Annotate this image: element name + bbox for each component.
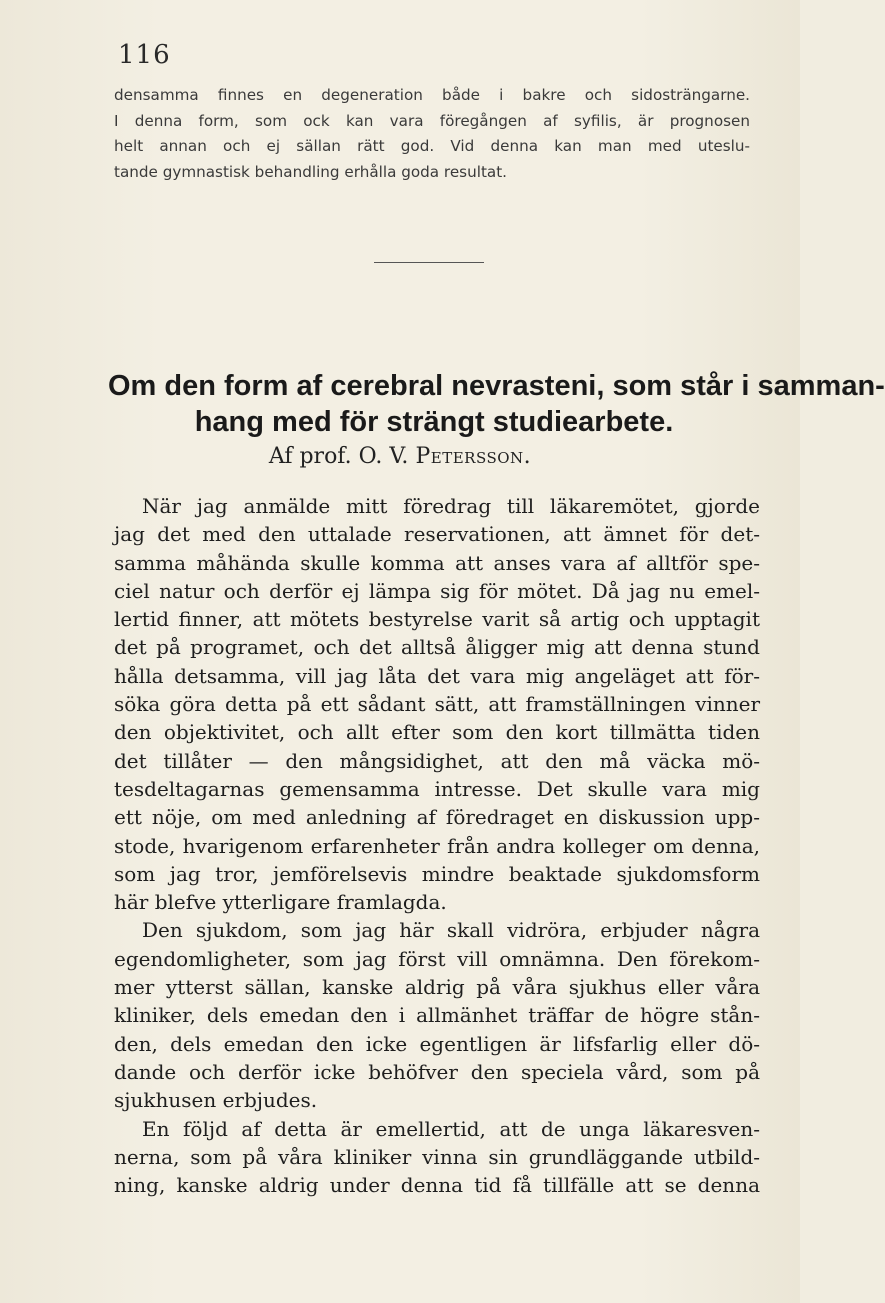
body-line: hålla detsamma, vill jag låta det vara mig angeläget att för-	[114, 663, 760, 688]
title-line: Om den form af cerebral nevrasteni, som står i samman-	[108, 370, 885, 402]
title-line: hang med för strängt studiearbete.	[194, 406, 674, 438]
body-line: sjukhusen erbjudes.	[114, 1088, 318, 1113]
author-prefix: Af prof. O. V.	[268, 444, 409, 469]
body-line: jag det med den uttalade reservationen, att ämnet för det-	[114, 522, 760, 547]
article-author	[0, 444, 800, 469]
section-divider	[374, 262, 484, 263]
body-line: lertid finner, att mötets bestyrelse varit så artig och upptagit	[114, 607, 760, 632]
body-line: den objektivitet, och allt efter som den kort tillmätta tiden	[114, 720, 760, 745]
body-line: När jag anmälde mitt föredrag till läkaremötet, gjorde	[142, 494, 760, 518]
body-line: ning, kanske aldrig under denna tid få tillfälle att se denna	[114, 1173, 760, 1198]
body-line: det tillåter — den mångsidighet, att den må väcka mö-	[114, 748, 760, 773]
body-line: tesdeltagarnas gemensamma intresse. Det skulle vara mig	[114, 776, 760, 801]
body-line: ciel natur och derför ej lämpa sig för mötet. Då jag nu emel-	[114, 578, 760, 603]
article-title	[108, 368, 885, 440]
body-line: söka göra detta på ett sådant sätt, att framställningen vinner	[114, 692, 760, 717]
body-line: här blefve ytterligare framlagda.	[114, 890, 447, 915]
body-line: En följd af detta är emellertid, att de unga läkaresven-	[142, 1116, 760, 1141]
body-line: Den sjukdom, som jag här skall vidröra, erbjuder några	[142, 918, 760, 943]
intro-line: tande gymnastisk behandling erhålla goda resultat.	[114, 162, 507, 181]
body-line: kliniker, dels emedan den i allmänhet träffar de högre stån-	[114, 1003, 760, 1028]
body-line: ett nöje, om med anledning af föredraget en diskussion upp-	[114, 805, 760, 830]
intro-line: helt annan och ej sällan rätt god. Vid denna kan man med uteslu-	[114, 137, 750, 155]
author-name: Petersson.	[415, 444, 532, 469]
page-number: 116	[118, 40, 171, 70]
body-line: den, dels emedan den icke egentligen är lifsfarlig eller dö-	[114, 1031, 760, 1056]
body-line: samma måhända skulle komma att anses vara af alltför spe-	[114, 550, 760, 575]
body-line: dande och derför icke behöfver den speciela vård, som på	[114, 1059, 760, 1084]
body-line: stode, hvarigenom erfarenheter från andra kolleger om denna,	[114, 833, 760, 858]
body-line: nerna, som på våra kliniker vinna sin grundläggande utbild-	[114, 1144, 760, 1169]
article-body	[114, 492, 760, 1199]
body-line: det på programet, och det alltså åligger mig att denna stund	[114, 635, 760, 660]
intro-paragraph	[114, 83, 750, 185]
body-line: som jag tror, jemförelsevis mindre beaktade sjukdomsform	[114, 861, 760, 886]
intro-line: densamma finnes en degeneration både i bakre och sidosträngarne.	[114, 86, 750, 104]
body-line: egendomligheter, som jag först vill omnämna. Den förekom-	[114, 946, 760, 971]
body-line: mer ytterst sällan, kanske aldrig på våra sjukhus eller våra	[114, 975, 760, 1000]
intro-line: I denna form, som ock kan vara föregången af syfilis, är prognosen	[114, 111, 750, 130]
